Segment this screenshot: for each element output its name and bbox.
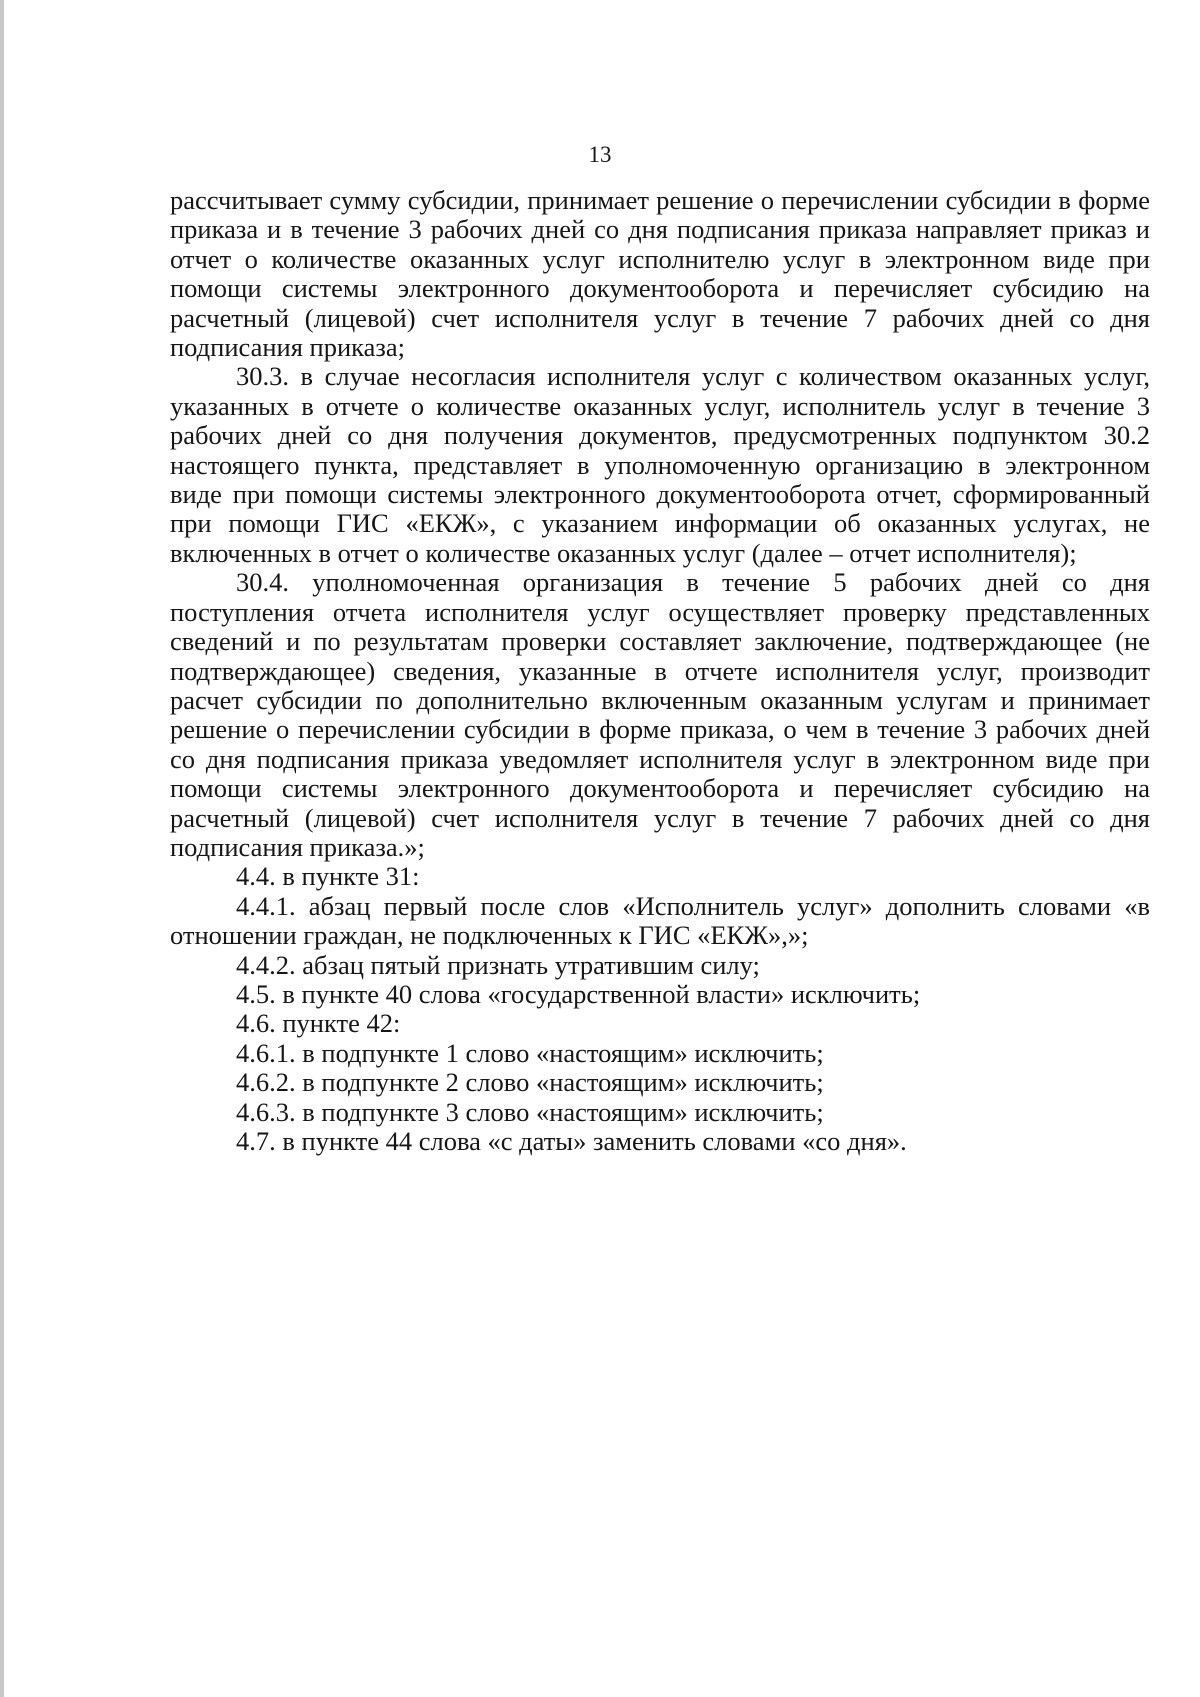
paragraph-4-7: 4.7. в пункте 44 слова «с даты» заменить словами «со дня».: [236, 1126, 907, 1156]
paragraph-4-6-1: 4.6.1. в подпункте 1 слово «настоящим» исключить;: [236, 1037, 824, 1068]
document-body: [170, 186, 1150, 1156]
paragraph-4-6: 4.6. пункте 42:: [236, 1008, 401, 1039]
paragraph-4-6-3: 4.6.3. в подпункте 3 слово «настоящим» исключить;: [236, 1096, 824, 1127]
paragraph-4-4: 4.4. в пункте 31:: [236, 861, 420, 892]
paragraph-4-6-2: 4.6.2. в подпункте 2 слово «настоящим» исключить;: [236, 1067, 824, 1098]
page-number: 13: [588, 142, 612, 167]
paragraph-continuation: рассчитывает сумму субсидии, принимает решение о перечислении субсидии в форме приказа и в течение 3 рабочих дней со дня подписания приказа направляет приказ и отчет о количестве оказанных услуг исполнителю услуг в электронном виде при помощи системы электронного документооборота и перечисляет субсидию на расчетный (лицевой) счет исполнителя услуг в течение 7 рабочих дней со дня подписания приказа;: [170, 185, 1150, 363]
paragraph-4-4-2: 4.4.2. абзац пятый признать утратившим силу;: [236, 949, 760, 980]
paragraph-30-3: 30.3. в случае несогласия исполнителя услуг с количеством оказанных услуг, указанных в отчете о количестве оказанных услуг, исполнитель услуг в течение 3 рабочих дней со дня получения документов, предусмотренных подпунктом 30.2 настоящего пункта, представляет в уполномоченную организацию в электронном виде при помощи системы электронного документооборота отчет, сформированный при помощи ГИС «ЕКЖ», с указанием информации об оказанных услугах, не включенных в отчет о количестве оказанных услуг (далее – отчет исполнителя);: [170, 361, 1150, 568]
paragraph-30-4: 30.4. уполномоченная организация в течение 5 рабочих дней со дня поступления отчета исполнителя услуг осуществляет проверку представленных сведений и по результатам проверки составляет заключение, подтверждающее (не подтверждающее) сведения, указанные в отчете исполнителя услуг, производит расчет субсидии по дополнительно включенным оказанным услугам и принимает решение о перечислении субсидии в форме приказа, о чем в течение 3 рабочих дней со дня подписания приказа уведомляет исполнителя услуг в электронном виде при помощи системы электронного документооборота и перечисляет субсидию на расчетный (лицевой) счет исполнителя услуг в течение 7 рабочих дней со дня подписания приказа.»;: [170, 567, 1150, 862]
paragraph-4-4-1: 4.4.1. абзац первый после слов «Исполнитель услуг» дополнить словами «в отношении граждан, не подключенных к ГИС «ЕКЖ»,»;: [170, 890, 1150, 951]
paragraph-4-5: 4.5. в пункте 40 слова «государственной власти» исключить;: [236, 978, 921, 1009]
